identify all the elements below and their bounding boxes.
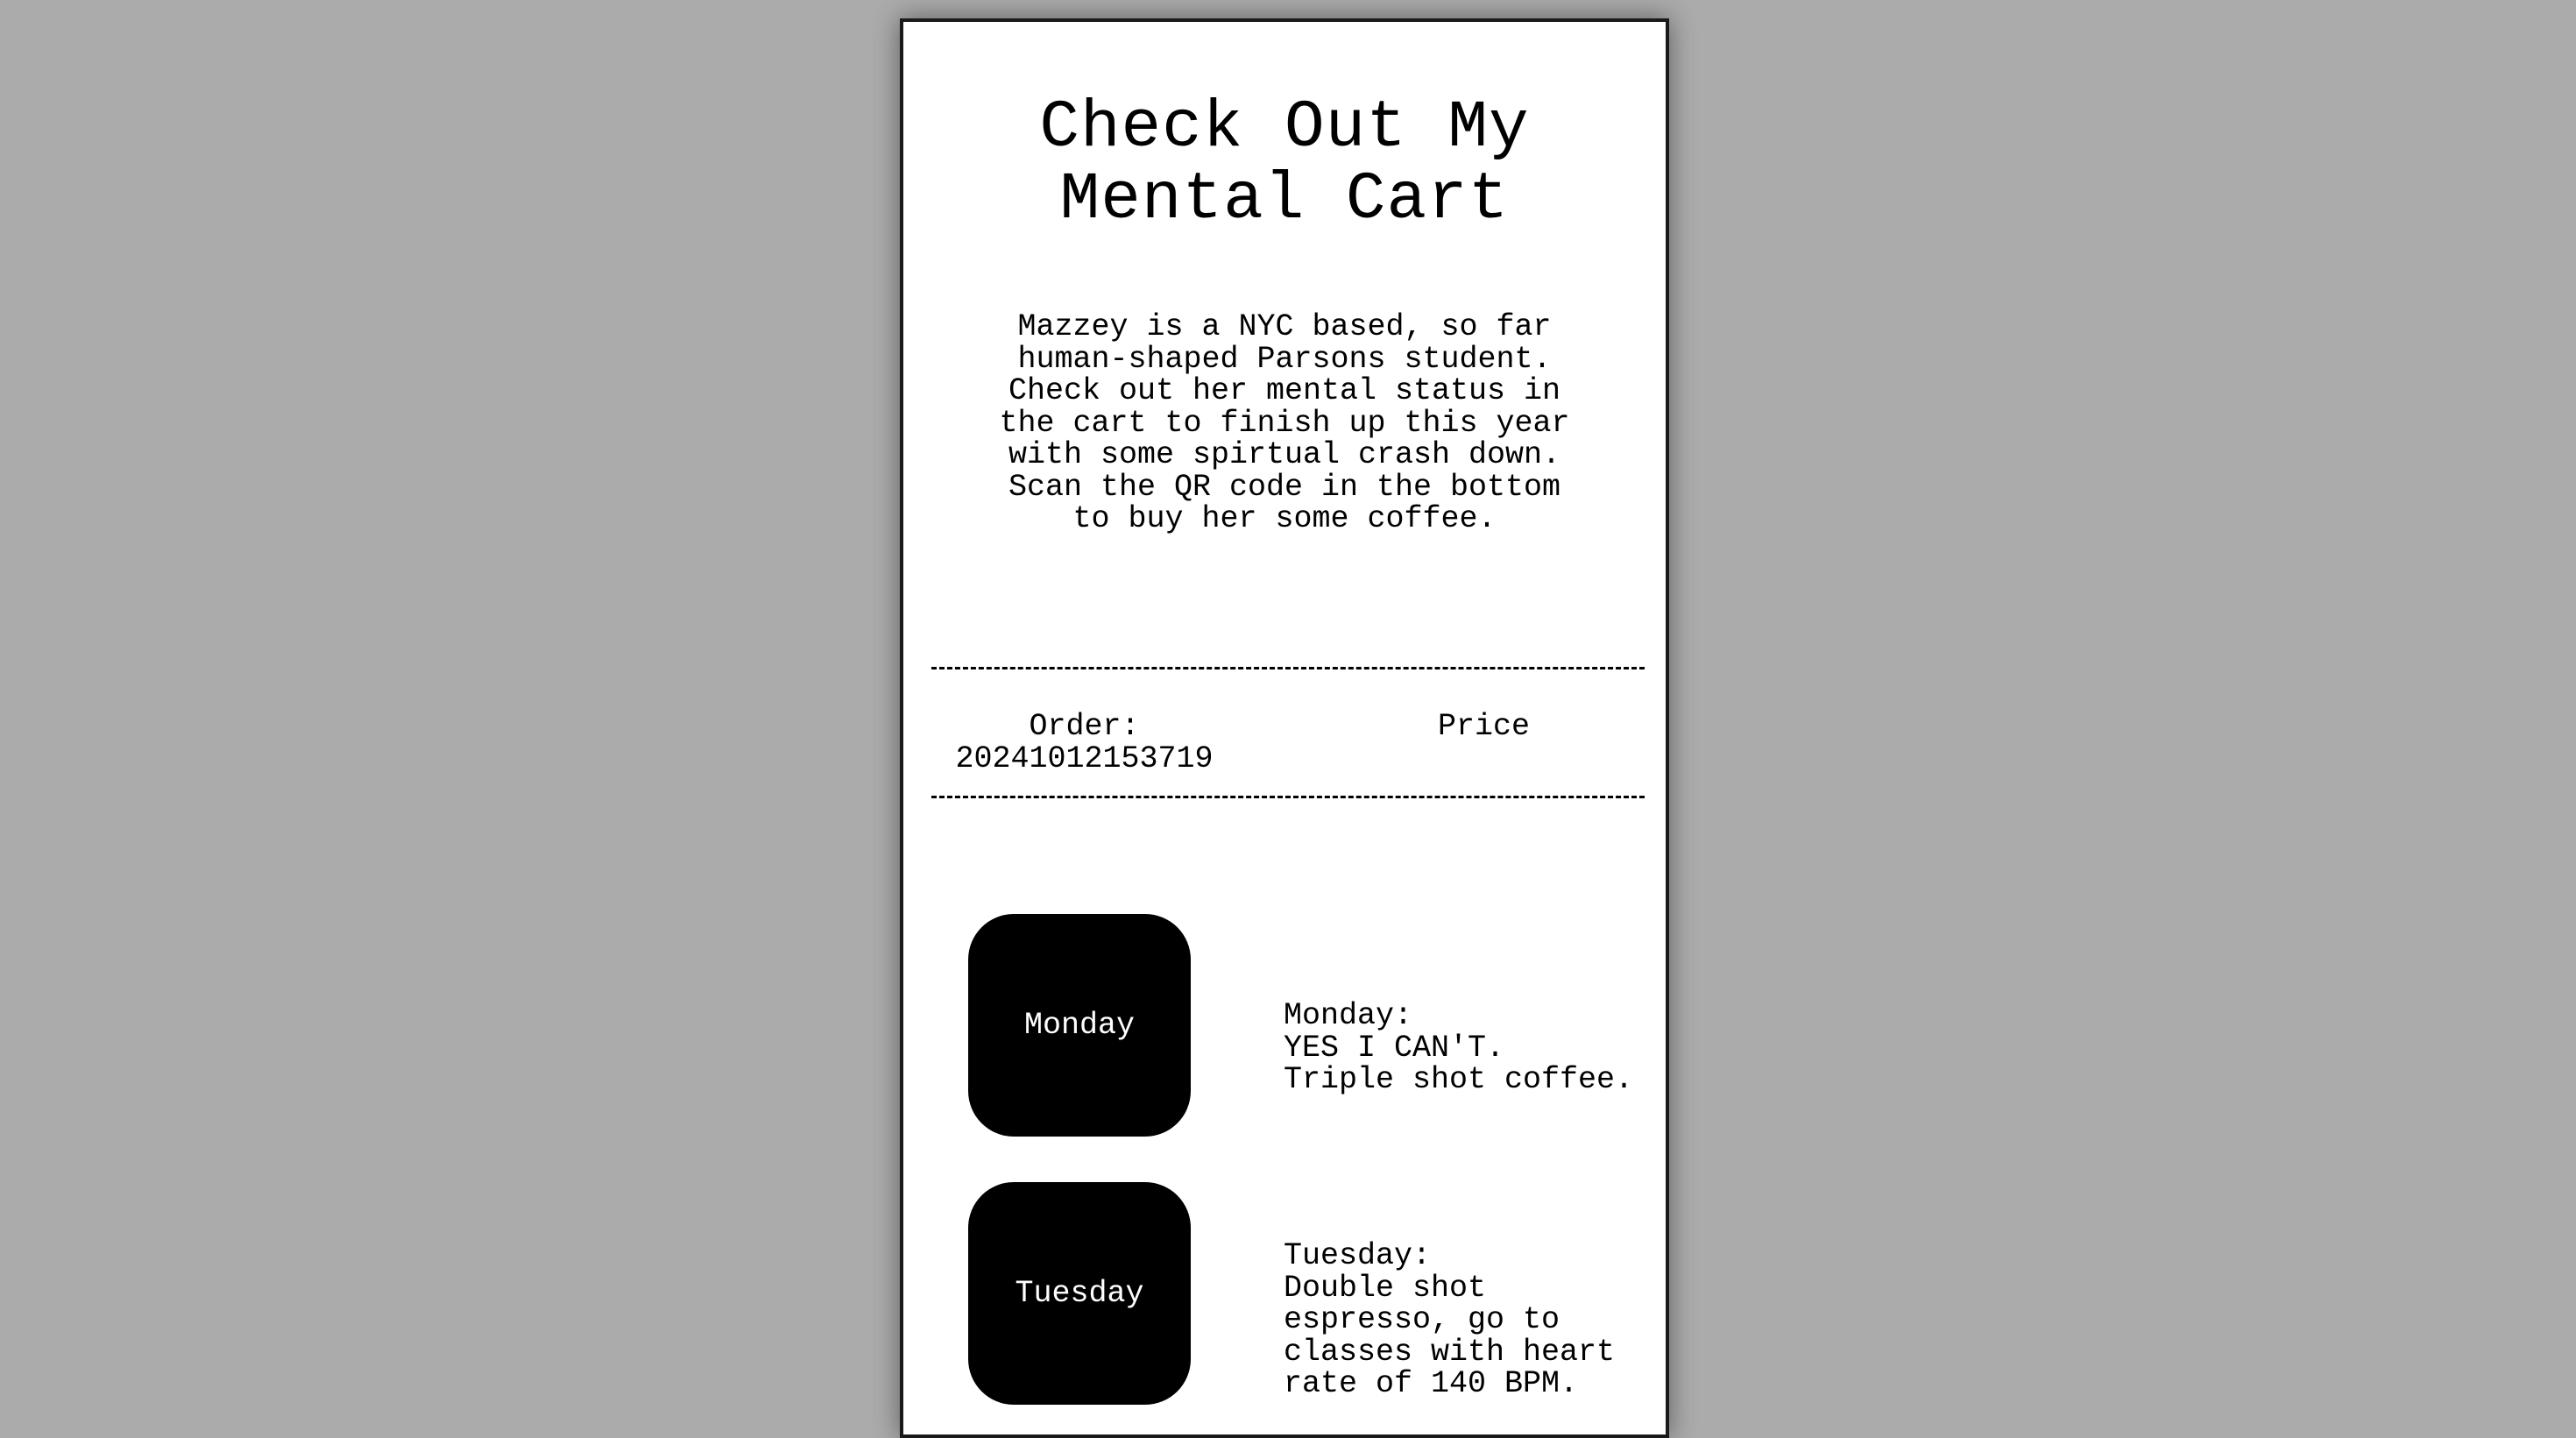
tuesday-button[interactable]: Tuesday [968,1182,1191,1405]
price-header: Price [1438,709,1531,744]
dashed-divider-top [931,667,1645,669]
monday-button[interactable]: Monday [968,914,1191,1137]
monday-description: Monday: YES I CAN'T. Triple shot coffee. [1284,998,1634,1097]
tuesday-description: Tuesday: Double shot espresso, go to classes with heart rate of 140 BPM. [1284,1238,1616,1401]
order-number: Order: 20241012153719 [955,709,1214,776]
intro-text: Mazzey is a NYC based, so far human-shaped Parsons student. Check out her mental status in the cart to finish up this year with some spirtual crash down. Scan the QR code in the bottom to buy her some coffee. [999,309,1570,536]
page-title: Check Out My Mental Cart [1039,90,1530,237]
receipt-card [900,18,1669,1438]
dashed-divider-bottom [931,796,1645,798]
